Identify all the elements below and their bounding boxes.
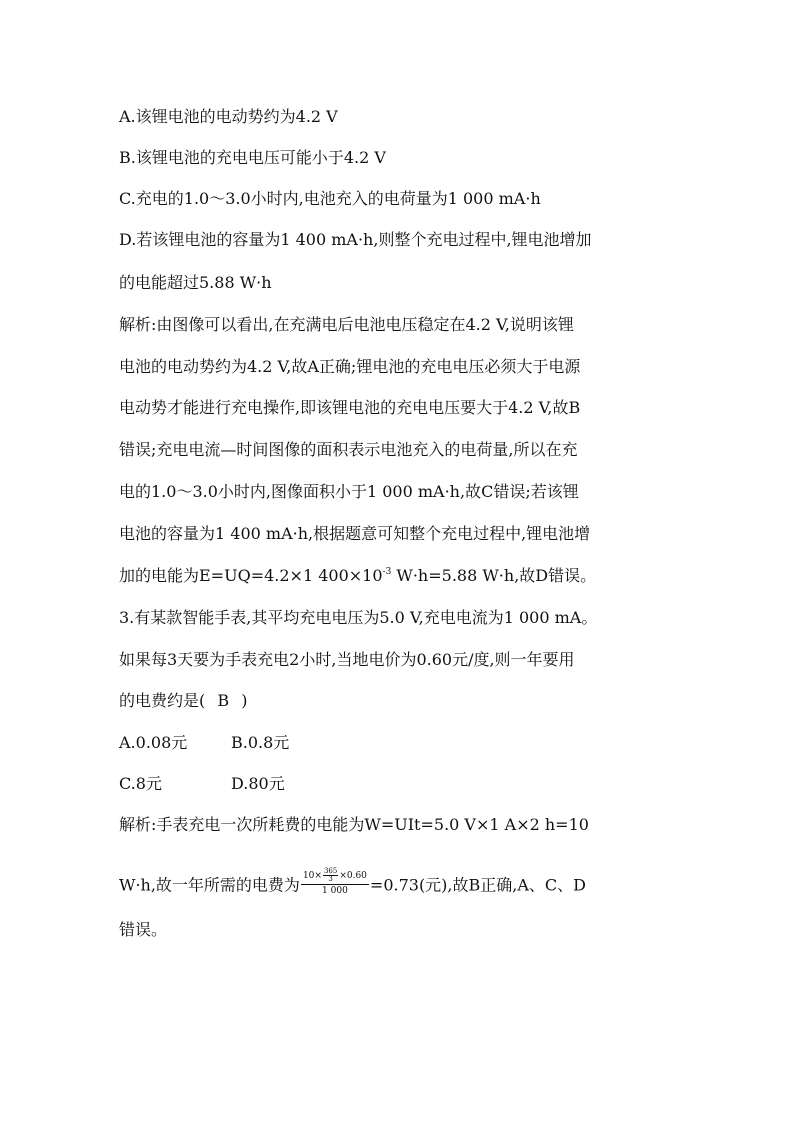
exponent: -3 — [382, 567, 392, 577]
nested-fraction — [323, 868, 338, 883]
fraction-numerator-part1: 10× — [302, 871, 322, 881]
q3-stem-line2: 如果每3天要为手表充电2小时,当地电价为0.60元/度,则一年要用 — [119, 650, 575, 669]
q2-option-a: A.该锂电池的电动势约为4.2 V — [119, 107, 338, 126]
q3-analysis-line2-part1: W·h,故一年所需的电费为 — [119, 875, 300, 895]
q2-analysis-line6: 电池的容量为1 400 mA·h,根据题意可知整个充电过程中,锂电池增 — [119, 524, 591, 543]
fraction — [301, 868, 369, 896]
fraction-numerator-part2: ×0.60 — [339, 871, 367, 881]
q2-analysis-line1: 解析:由图像可以看出,在充满电后电池电压稳定在4.2 V,说明该锂 — [119, 315, 574, 334]
q2-analysis-line7-part2: W·h=5.88 W·h,故D错误。 — [391, 566, 597, 585]
q3-stem-line3-part1: 的电费约是( — [119, 691, 206, 710]
q3-option-c: C.8元 — [119, 774, 162, 793]
nested-fraction-numerator: 365 — [323, 867, 338, 875]
fraction-numerator — [301, 868, 369, 885]
q2-analysis-line2: 电池的电动势约为4.2 V,故A正确;锂电池的充电电压必须大于电源 — [119, 357, 581, 376]
q2-analysis-line5: 电的1.0～3.0小时内,图像面积小于1 000 mA·h,故C错误;若该锂 — [119, 482, 579, 501]
q3-analysis-line3: 错误。 — [119, 920, 168, 939]
q3-analysis-line1: 解析:手表充电一次所耗费的电能为W=UIt=5.0 V×1 A×2 h=10 — [119, 815, 589, 834]
fraction-denominator: 1 000 — [322, 886, 348, 896]
q2-analysis-line3: 电动势才能进行充电操作,即该锂电池的充电电压要大于4.2 V,故B — [119, 398, 581, 417]
q3-analysis-line2-part2: =0.73(元),故B正确,A、C、D — [369, 875, 586, 895]
q2-option-d-line1: D.若该锂电池的容量为1 400 mA·h,则整个充电过程中,锂电池增加 — [119, 230, 592, 249]
q2-option-b: B.该锂电池的充电电压可能小于4.2 V — [119, 148, 386, 167]
q2-analysis-line7 — [119, 566, 596, 586]
q2-analysis-line4: 错误;充电电流—时间图像的面积表示电池充入的电荷量,所以在充 — [119, 440, 578, 459]
q3-stem-line1: 3.有某款智能手表,其平均充电电压为5.0 V,充电电流为1 000 mA。 — [119, 608, 598, 627]
q3-option-d: D.80元 — [231, 774, 285, 793]
q3-stem-line3 — [119, 691, 248, 711]
q2-option-d-line2: 的电能超过5.88 W·h — [119, 273, 272, 292]
q3-answer: B — [217, 691, 230, 710]
q2-option-c: C.充电的1.0～3.0小时内,电池充入的电荷量为1 000 mA·h — [119, 189, 541, 208]
q3-option-a: A.0.08元 — [119, 733, 188, 752]
q3-analysis-line2 — [119, 867, 586, 896]
q3-stem-line3-part2: ) — [241, 691, 248, 710]
q3-option-b: B.0.8元 — [231, 733, 290, 752]
q2-analysis-line7-part1: 加的电能为E=UQ=4.2×1 400×10 — [119, 566, 383, 585]
nested-fraction-denominator: 3 — [328, 875, 333, 883]
